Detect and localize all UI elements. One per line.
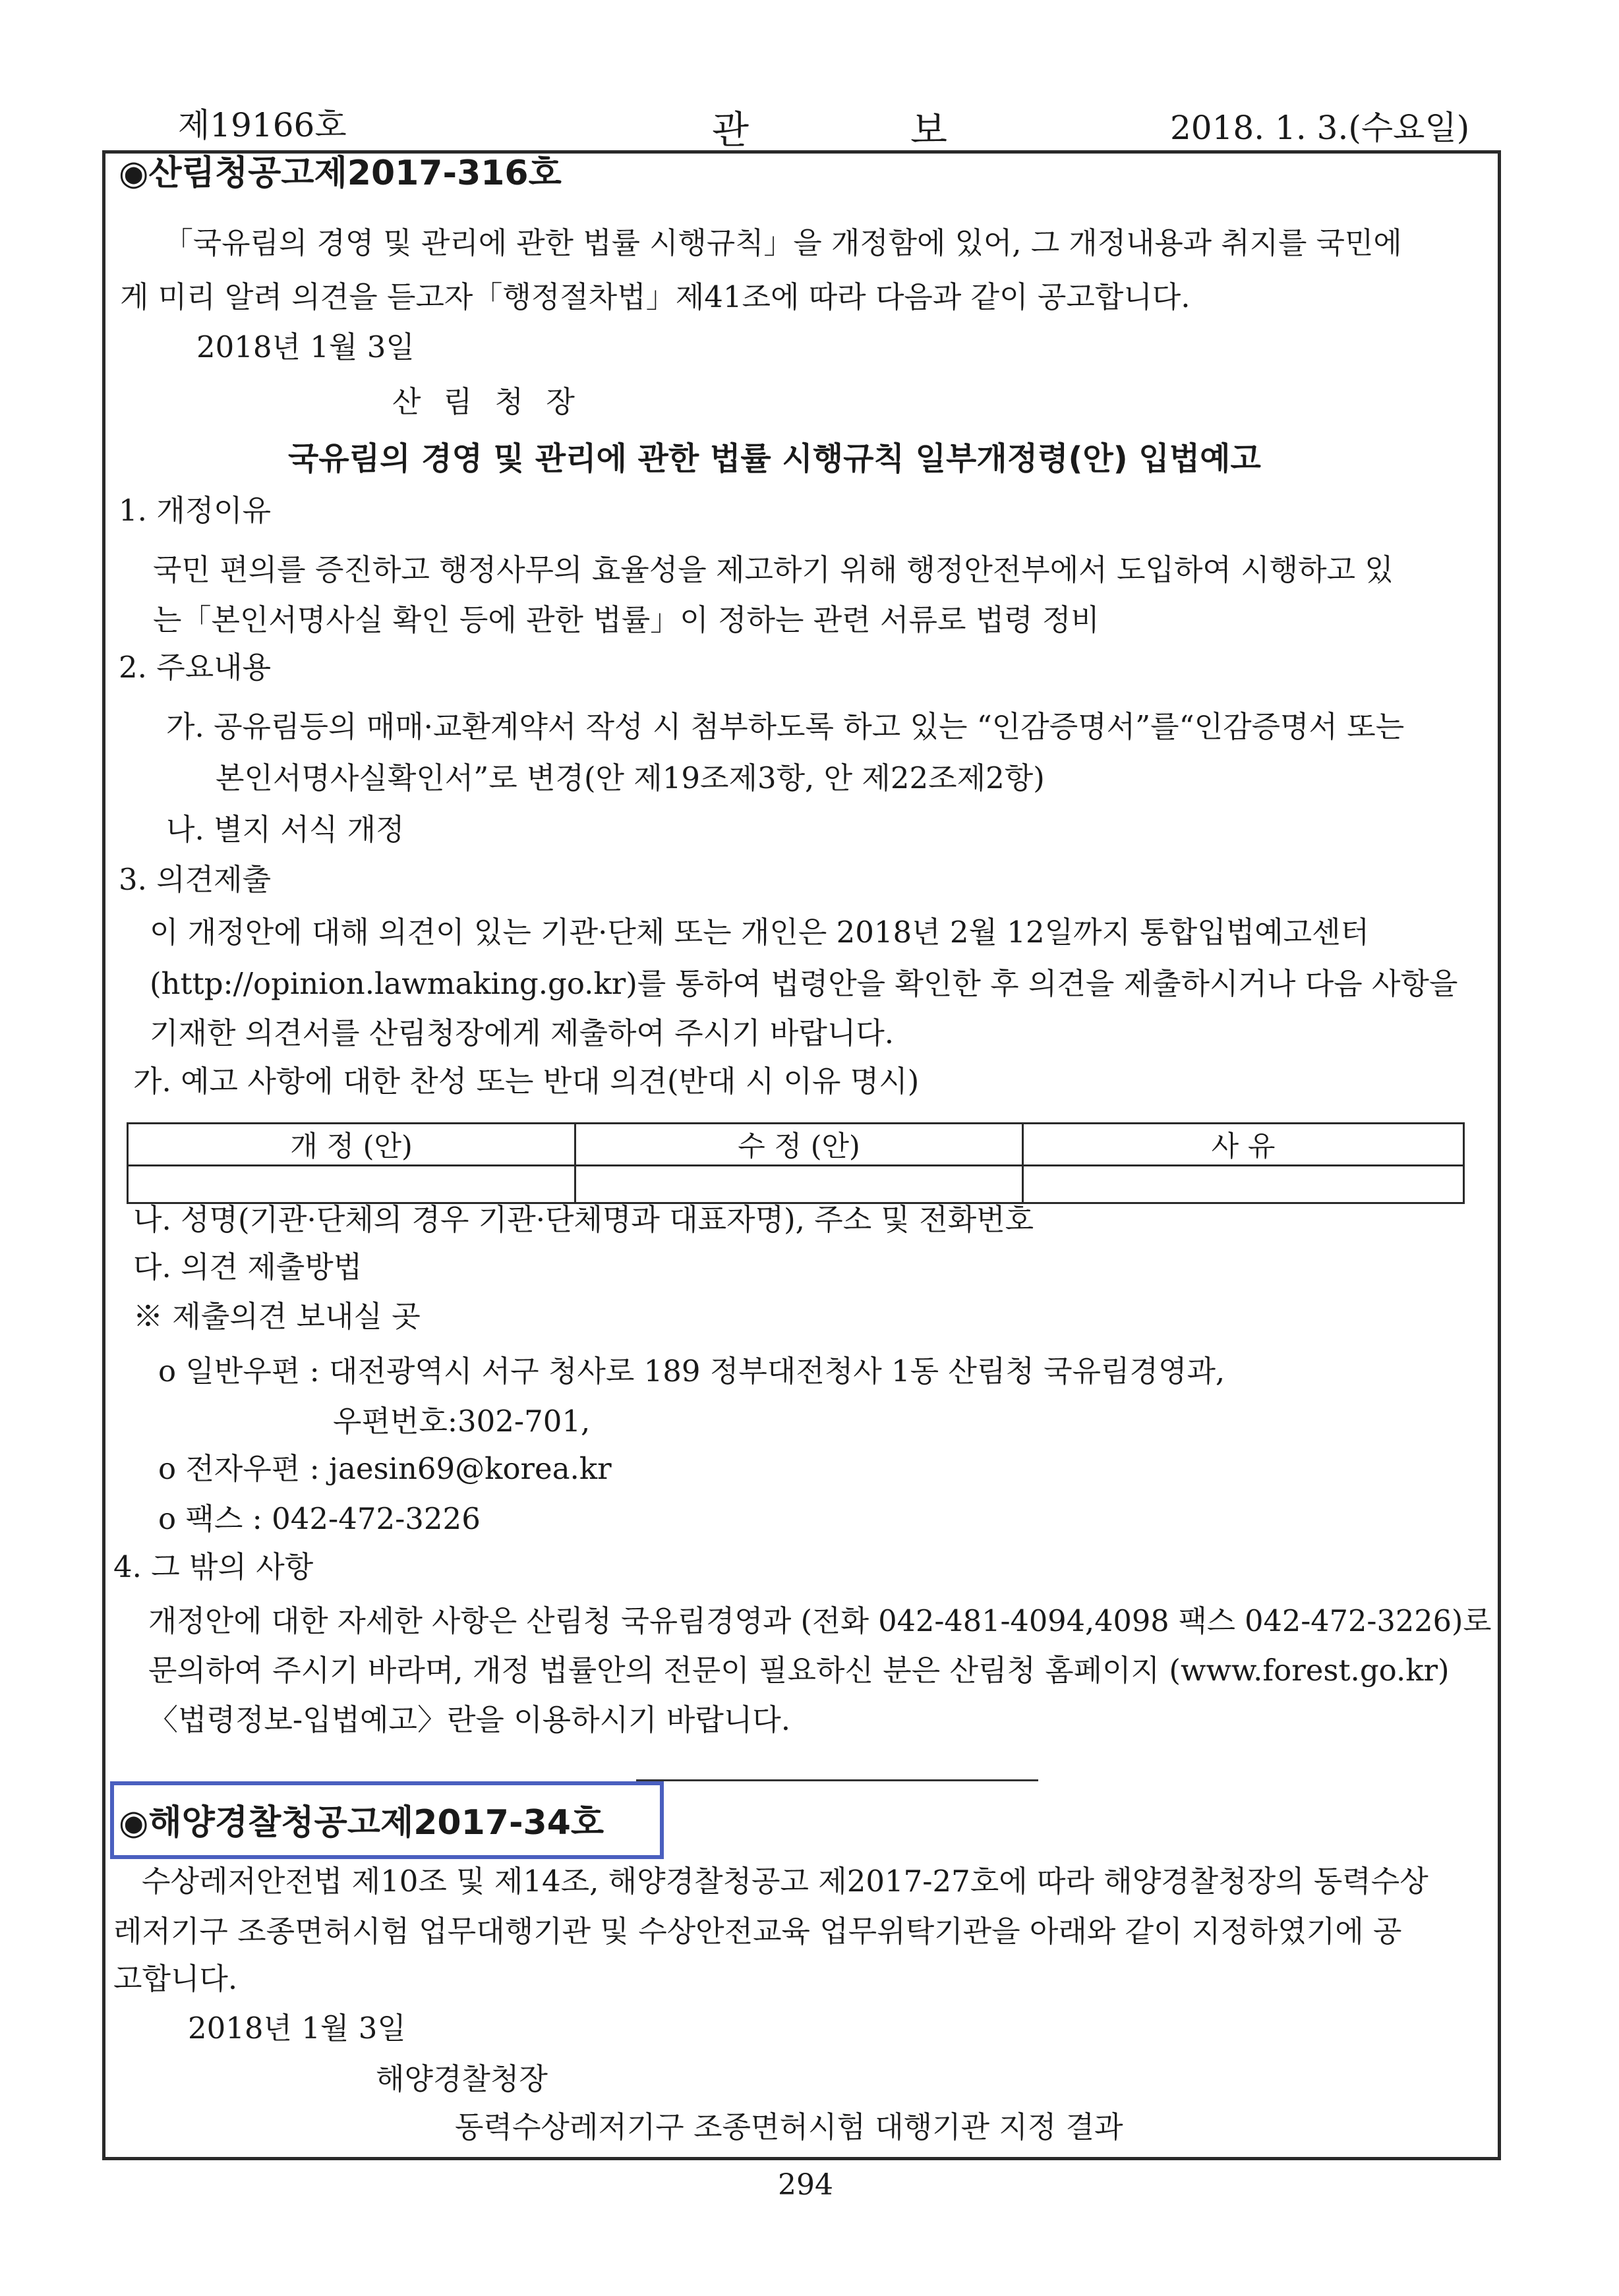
notice2-title: 동력수상레저기구 조종면허시험 대행기관 지정 결과 bbox=[455, 2109, 1123, 2144]
notice2-date: 2018년 1월 3일 bbox=[188, 2011, 406, 2046]
section3-item-c: 다. 의견 제출방법 bbox=[133, 1249, 363, 1284]
opinion-table-cell-amendment[interactable] bbox=[575, 1166, 1023, 1203]
opinion-table-cell-revision[interactable] bbox=[128, 1166, 575, 1203]
section4-line3: 〈법령정보-입법예고〉란을 이용하시기 바랍니다. bbox=[148, 1702, 791, 1737]
opinion-table-header-row bbox=[128, 1124, 1464, 1166]
section3-line3: 기재한 의견서를 산림청장에게 제출하여 주시기 바랍니다. bbox=[150, 1016, 895, 1050]
section-divider bbox=[636, 1779, 1038, 1781]
opinion-table-cell-reason[interactable] bbox=[1023, 1166, 1464, 1203]
section3-line1: 이 개정안에 대해 의견이 있는 기관·단체 또는 개인은 2018년 2월 12일까지 통합입법예고센터 bbox=[150, 915, 1370, 950]
mail-address-line2: 우편번호:302-701, bbox=[333, 1404, 591, 1439]
opinion-table-header-reason: 사 유 bbox=[1023, 1124, 1464, 1166]
section4-line1: 개정안에 대한 자세한 사항은 산림청 국유림경영과 (전화 042-481-4094,4098 팩스 042-472-3226)로 bbox=[148, 1603, 1492, 1638]
section3-item-b: 나. 성명(기관·단체의 경우 기관·단체명과 대표자명), 주소 및 전화번호 bbox=[133, 1202, 1034, 1237]
section2-item-a-line2: 본인서명사실확인서”로 변경(안 제19조제3항, 안 제22조제2항) bbox=[216, 761, 1045, 795]
section3-line2: (http://opinion.lawmaking.go.kr)를 통하여 법령안을 확인한 후 의견을 제출하시거나 다음 사항을 bbox=[150, 966, 1458, 1001]
section1-heading: 1. 개정이유 bbox=[119, 493, 272, 528]
section3-note: ※ 제출의견 보내실 곳 bbox=[133, 1299, 421, 1334]
gazette-title bbox=[712, 99, 947, 154]
section1-line1: 국민 편의를 증진하고 행정사무의 효율성을 제고하기 위해 행정안전부에서 도입하여 시행하고 있 bbox=[153, 552, 1394, 587]
notice1-intro-line1 bbox=[163, 225, 1491, 260]
section4-line2: 문의하여 주시기 바라며, 개정 법률안의 전문이 필요하신 분은 산림청 홈페이지 (www.forest.go.kr) bbox=[148, 1653, 1450, 1688]
section1-line2: 는「본인서명사실 확인 등에 관한 법률」이 정하는 관련 서류로 법령 정비 bbox=[153, 602, 1100, 637]
notice1-intro-line2: 게 미리 알려 의견을 듣고자「행정절차법」제41조에 따라 다음과 같이 공고합니다. bbox=[120, 279, 1191, 314]
notice2-line2: 레저기구 조종면허시험 업무대행기관 및 수상안전교육 업무위탁기관을 아래와 같이 지정하였기에 공 bbox=[113, 1914, 1402, 1949]
notice1-heading: ◉산림청공고제2017-316호 bbox=[119, 154, 562, 193]
section2-item-b: 나. 별지 서식 개정 bbox=[166, 812, 405, 847]
notice2-heading: ◉해양경찰청공고제2017-34호 bbox=[119, 1803, 604, 1843]
page-number: 294 bbox=[778, 2168, 833, 2202]
opinion-table-header-revision: 개 정 (안) bbox=[128, 1124, 575, 1166]
notice2-line1: 수상레저안전법 제10조 및 제14조, 해양경찰청공고 제2017-27호에 따라 해양경찰청장의 동력수상 bbox=[142, 1864, 1428, 1899]
section4-heading: 4. 그 밖의 사항 bbox=[113, 1549, 314, 1584]
gazette-title-left: 관 bbox=[712, 107, 750, 152]
issue-number: 제19166호 bbox=[178, 106, 347, 144]
notice2-issuer: 해양경찰청장 bbox=[376, 2061, 548, 2096]
gazette-title-right: 보 bbox=[910, 107, 948, 152]
email-address: o 전자우편 : jaesin69@korea.kr bbox=[158, 1451, 612, 1486]
fax-number: o 팩스 : 042-472-3226 bbox=[158, 1501, 481, 1536]
section2-heading: 2. 주요내용 bbox=[119, 650, 272, 685]
section2-item-a-line1: 가. 공유림등의 매매·교환계약서 작성 시 첨부하도록 하고 있는 “인감증명서”를“인감증명서 또는 bbox=[166, 709, 1405, 744]
notice1-date: 2018년 1월 3일 bbox=[196, 330, 415, 364]
notice1-issuer: 산 림 청 장 bbox=[392, 384, 581, 419]
issue-date: 2018. 1. 3.(수요일) bbox=[1170, 109, 1470, 147]
notice1-intro-line1-text: 「국유림의 경영 및 관리에 관한 법률 시행규칙」을 개정함에 있어, 그 개정내용과 취지를 국민에 bbox=[163, 225, 1402, 260]
section3-heading: 3. 의견제출 bbox=[119, 862, 272, 897]
gazette-header bbox=[0, 99, 1619, 152]
notice1-title: 국유림의 경영 및 관리에 관한 법률 시행규칙 일부개정령(안) 입법예고 bbox=[288, 440, 1261, 477]
notice2-line3: 고합니다. bbox=[113, 1961, 238, 1996]
mail-address-line1: o 일반우편 : 대전광역시 서구 청사로 189 정부대전청사 1동 산림청 국유림경영과, bbox=[158, 1354, 1225, 1389]
opinion-table bbox=[127, 1122, 1465, 1204]
opinion-table-header-amendment: 수 정 (안) bbox=[575, 1124, 1023, 1166]
section3-item-a: 가. 예고 사항에 대한 찬성 또는 반대 의견(반대 시 이유 명시) bbox=[133, 1064, 920, 1099]
opinion-table-row bbox=[128, 1166, 1464, 1203]
